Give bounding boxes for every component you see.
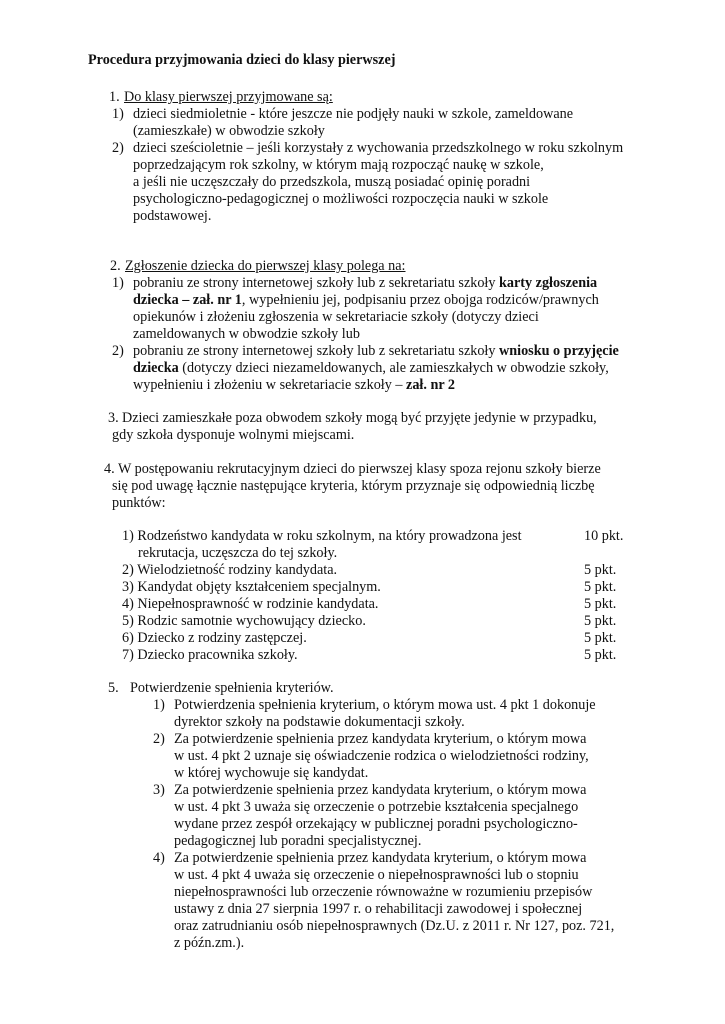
criterion-points: 10 pkt. xyxy=(584,528,624,544)
list-item-text: pedagogicznej lub poradni specjalistycznej. xyxy=(174,833,422,849)
list-item-number: 1) xyxy=(112,275,124,291)
list-item-text: pobraniu ze strony internetowej szkoły lub z sekretariatu szkoły wniosku o przyjęcie xyxy=(133,343,619,359)
list-item-text: ustawy z dnia 27 sierpnia 1997 r. o rehabilitacji zawodowej i społecznej xyxy=(174,901,583,917)
criterion-text: 6) Dziecko z rodziny zastępczej. xyxy=(122,630,307,646)
section-5-heading: Potwierdzenie spełnienia kryteriów. xyxy=(130,680,334,696)
list-item-text: zameldowanych w obwodzie szkoły lub xyxy=(133,326,360,342)
document-title: Procedura przyjmowania dzieci do klasy pierwszej xyxy=(88,52,396,68)
list-item-text: Potwierdzenia spełnienia kryterium, o którym mowa ust. 4 pkt 1 dokonuje xyxy=(174,697,596,713)
criterion-text: 7) Dziecko pracownika szkoły. xyxy=(122,647,298,663)
criterion-text: 4) Niepełnosprawność w rodzinie kandydata. xyxy=(122,596,379,612)
list-item-text: niepełnosprawności lub orzeczenie równoważne w rozumieniu przepisów xyxy=(174,884,593,900)
criterion-points: 5 pkt. xyxy=(584,579,617,595)
criterion-points: 5 pkt. xyxy=(584,613,617,629)
section-5-number: 5. xyxy=(108,680,119,696)
list-item-number: 2) xyxy=(112,343,124,359)
section-1-heading: Do klasy pierwszej przyjmowane są: xyxy=(124,89,333,105)
list-item-text: wydane przez zespół orzekający w publicznej poradni psychologiczno- xyxy=(174,816,578,832)
section-2-number: 2. xyxy=(110,258,121,274)
list-item-number: 4) xyxy=(153,850,165,866)
list-item-number: 3) xyxy=(153,782,165,798)
list-item-text: pobraniu ze strony internetowej szkoły lub z sekretariatu szkoły karty zgłoszenia xyxy=(133,275,598,291)
criterion-text: 5) Rodzic samotnie wychowujący dziecko. xyxy=(122,613,366,629)
list-item-number: 2) xyxy=(153,731,165,747)
list-item-text: Za potwierdzenie spełnienia przez kandydata kryterium, o którym mowa xyxy=(174,850,587,866)
list-item-text: opiekunów i złożeniu zgłoszenia w sekretariacie szkoły (dotyczy dzieci xyxy=(133,309,539,325)
list-item-text: Za potwierdzenie spełnienia przez kandydata kryterium, o którym mowa xyxy=(174,782,587,798)
list-item-number: 1) xyxy=(112,106,124,122)
list-item-text: psychologiczno-pedagogicznej o możliwości rozpoczęcia nauki w szkole xyxy=(133,191,549,207)
list-item-text: oraz zatrudnianiu osób niepełnosprawnych (Dz.U. z 2011 r. Nr 127, poz. 721, xyxy=(174,918,615,934)
criterion-points: 5 pkt. xyxy=(584,562,617,578)
list-item-number: 2) xyxy=(112,140,124,156)
paragraph-line: gdy szkoła dysponuje wolnymi miejscami. xyxy=(112,427,355,443)
paragraph-line: punktów: xyxy=(112,495,166,511)
paragraph-line: W postępowaniu rekrutacyjnym dzieci do pierwszej klasy spoza rejonu szkoły bierze xyxy=(118,461,601,477)
list-item-text: w której wychowuje się kandydat. xyxy=(174,765,369,781)
section-3-number: 3. xyxy=(108,410,119,426)
list-item-text: z późn.zm.). xyxy=(174,935,245,951)
list-item-text: dyrektor szkoły na podstawie dokumentacji szkoły. xyxy=(174,714,465,730)
criterion-points: 5 pkt. xyxy=(584,596,617,612)
list-item-text: podstawowej. xyxy=(133,208,212,224)
section-4-number: 4. xyxy=(104,461,115,477)
list-item-text: a jeśli nie uczęszczały do przedszkola, muszą posiadać opinię poradni xyxy=(133,174,531,190)
list-item-text: w ust. 4 pkt 3 uważa się orzeczenie o potrzebie kształcenia specjalnego xyxy=(174,799,579,815)
criterion-points: 5 pkt. xyxy=(584,647,617,663)
list-item-text: w ust. 4 pkt 2 uznaje się oświadczenie rodzica o wielodzietności rodziny, xyxy=(174,748,589,764)
section-2-heading: Zgłoszenie dziecka do pierwszej klasy polega na: xyxy=(125,258,406,274)
list-item-text: dzieci sześcioletnie – jeśli korzystały z wychowania przedszkolnego w roku szkolnym xyxy=(133,140,624,156)
list-item-number: 1) xyxy=(153,697,165,713)
section-1-number: 1. xyxy=(109,89,120,105)
list-item-text: Za potwierdzenie spełnienia przez kandydata kryterium, o którym mowa xyxy=(174,731,587,747)
list-item-text: wypełnieniu i złożeniu w sekretariacie szkoły – zał. nr 2 xyxy=(133,377,456,393)
list-item-text: dziecka – zał. nr 1, wypełnieniu jej, podpisaniu przez obojga rodziców/prawnych xyxy=(133,292,599,308)
paragraph-line: się pod uwagę łącznie następujące kryteria, którym przyznaje się odpowiednią liczbę xyxy=(112,478,595,494)
list-item-text: dzieci siedmioletnie - które jeszcze nie podjęły nauki w szkole, zameldowane xyxy=(133,106,574,122)
criterion-text: rekrutacja, uczęszcza do tej szkoły. xyxy=(138,545,338,561)
list-item-text: dziecka (dotyczy dzieci niezameldowanych, ale zamieszkałych w obwodzie szkoły, xyxy=(133,360,609,376)
criterion-text: 2) Wielodzietność rodziny kandydata. xyxy=(122,562,338,578)
list-item-text: (zamieszkałe) w obwodzie szkoły xyxy=(133,123,325,139)
paragraph-line: Dzieci zamieszkałe poza obwodem szkoły mogą być przyjęte jedynie w przypadku, xyxy=(122,410,597,426)
criterion-text: 1) Rodzeństwo kandydata w roku szkolnym, na który prowadzona jest xyxy=(122,528,522,544)
list-item-text: poprzedzającym rok szkolny, w którym mają rozpocząć naukę w szkole, xyxy=(133,157,544,173)
criterion-text: 3) Kandydat objęty kształceniem specjalnym. xyxy=(122,579,381,595)
list-item-text: w ust. 4 pkt 4 uważa się orzeczenie o niepełnosprawności lub o stopniu xyxy=(174,867,579,883)
criterion-points: 5 pkt. xyxy=(584,630,617,646)
